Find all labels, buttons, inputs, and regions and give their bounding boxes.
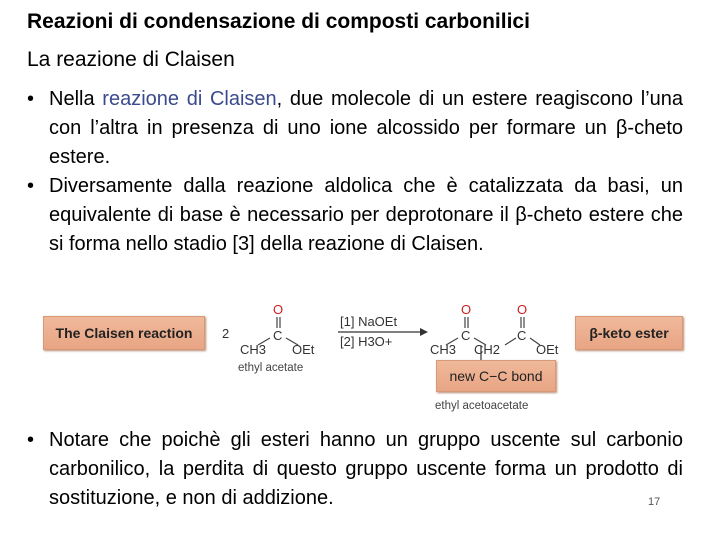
product-methylene: CH2 <box>474 342 501 357</box>
bullet-dot: • <box>27 175 35 197</box>
new-bond-label: new C−C bond <box>436 360 556 392</box>
bullet-dot: • <box>27 88 35 110</box>
slide-title: Reazioni di condensazione di composti carbonilici <box>27 10 530 33</box>
product-name: ethyl acetoacetate <box>435 400 529 412</box>
bullet-1-text-pre: Nella <box>49 88 103 110</box>
reactant-oxygen: O <box>273 302 284 317</box>
reactant-ethoxy: OEt <box>292 342 315 357</box>
bullet-list-top <box>27 85 683 259</box>
product-methyl: CH3 <box>430 342 457 357</box>
reaction-arrowhead <box>420 328 428 336</box>
bullet-item-3 <box>27 426 683 513</box>
product-oxygen-1: O <box>461 302 472 317</box>
reactant-carbon: C <box>273 328 283 343</box>
bullet-dot: • <box>27 429 35 451</box>
page-number: 17 <box>648 496 661 508</box>
reagent-1: [1] NaOEt <box>340 314 398 329</box>
bullet-1-highlight: reazione di Claisen <box>102 88 277 110</box>
bullet-3-text: Notare che poichè gli esteri hanno un gruppo uscente sul carbonio carbonilico, la perdita di questo gruppo uscente forma un prodotto di sostituzione, e non di addizione. <box>49 429 683 509</box>
bullet-1-text-post: , due molecole di un estere reagiscono l’una con l’altra in presenza di uno ione alcossido per formare un β-cheto estere. <box>49 88 684 168</box>
product-carbon-1: C <box>461 328 471 343</box>
coefficient: 2 <box>222 326 230 341</box>
product-ethoxy: OEt <box>536 342 559 357</box>
bullet-item-2 <box>27 172 683 259</box>
beta-keto-ester-label: β-keto ester <box>575 316 683 350</box>
bullet-2-text: Diversamente dalla reazione aldolica che è catalizzata da basi, un equivalente di base è necessario per deprotonare il β-cheto estere che si forma nello stadio [3] della reazione di Claisen. <box>49 175 683 255</box>
product-carbon-2: C <box>517 328 527 343</box>
reagent-2: [2] H3O+ <box>340 334 393 349</box>
slide-subtitle: La reazione di Claisen <box>27 48 235 71</box>
product-oxygen-2: O <box>517 302 528 317</box>
product-bond-c <box>505 338 516 345</box>
reaction-scheme <box>0 296 720 416</box>
bullet-item-1 <box>27 85 683 172</box>
claisen-reaction-label: The Claisen reaction <box>43 316 205 350</box>
reactant-methyl: CH3 <box>240 342 267 357</box>
bullet-list-bottom <box>27 426 683 513</box>
reactant-name: ethyl acetate <box>238 362 304 374</box>
